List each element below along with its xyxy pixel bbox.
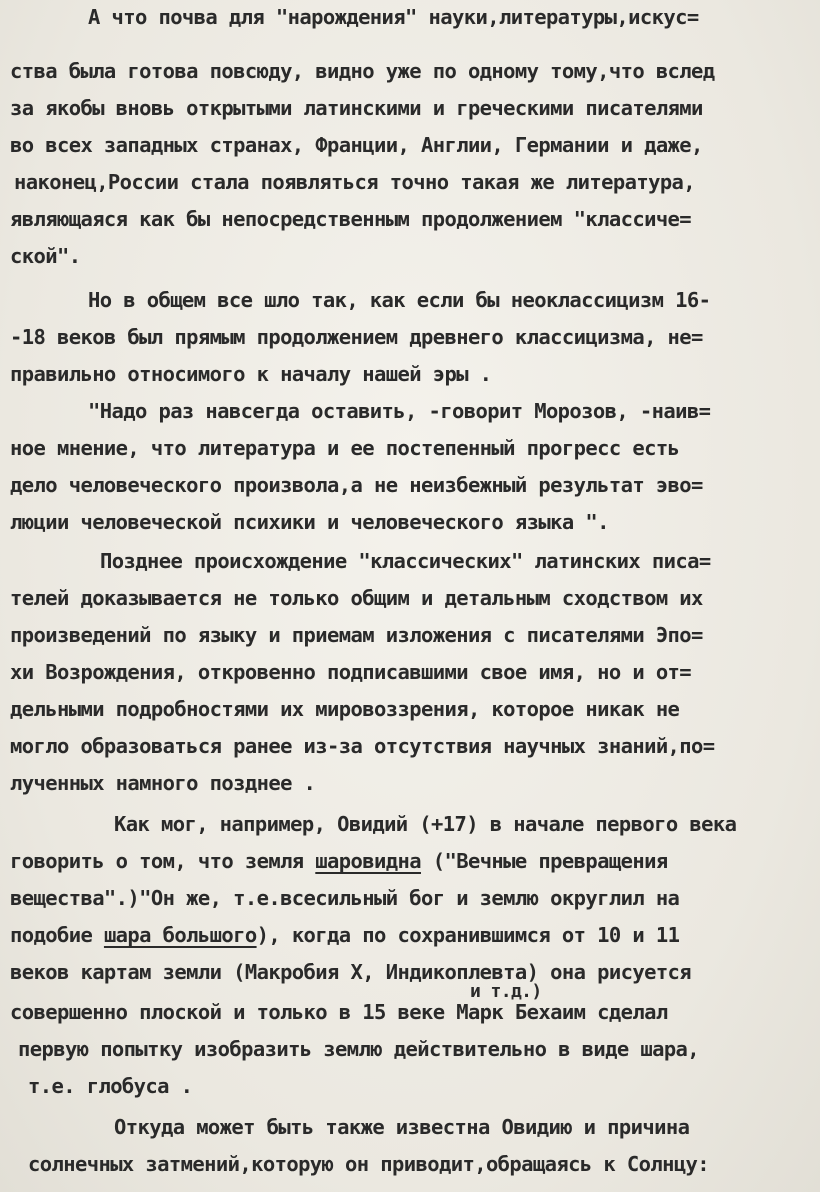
- text-line: [10, 922, 679, 948]
- underlined-term: шара большого: [103, 923, 257, 947]
- text-line: "Надо раз навсегда оставить, -говорит Морозов, -наив=: [88, 399, 711, 423]
- text-line: телей доказывается не только общим и детальным сходством их: [10, 586, 703, 610]
- text-line: люции человеческой психики и человеческого языка ".: [10, 510, 609, 534]
- text-line: во всех западных странах, Франции, Англии, Германии и даже,: [10, 133, 703, 157]
- text-line: Откуда может быть также известна Овидию и причина: [114, 1115, 690, 1139]
- text-line: -18 веков был прямым продолжением древнего классицизма, не=: [10, 325, 703, 349]
- text-line: хи Возрождения, откровенно подписавшими свое имя, но и от=: [10, 660, 692, 684]
- underlined-term: шаровидна: [315, 849, 421, 873]
- text-line: произведений по языку и приемам изложения с писателями Эпо=: [10, 623, 703, 647]
- text-segment: ), когда по сохранившимся от 10 и 11: [256, 923, 680, 947]
- text-line: Как мог, например, Овидий (+17) в начале первого века: [114, 812, 737, 836]
- text-line: ской".: [10, 244, 81, 268]
- text-segment: ("Вечные превращения: [420, 849, 668, 873]
- text-segment: подобие: [10, 923, 104, 947]
- text-line: первую попытку изобразить землю действительно в виде шара,: [18, 1037, 700, 1061]
- text-line: наконец,России стала появляться точно такая же литература,: [14, 170, 696, 194]
- text-line: А что почва для "нарождения" науки,литературы,искус=: [88, 5, 699, 29]
- text-line: дело человеческого произвола,а не неизбежный результат эво=: [10, 473, 703, 497]
- text-line: веков картам земли (Макробия Х, Индикоплевта) она рисуется: [10, 960, 692, 984]
- text-line: т.е. глобуса .: [28, 1074, 193, 1098]
- text-line: правильно относимого к началу нашей эры .: [10, 362, 492, 386]
- text-line: солнечных затмений,которую он приводит,обращаясь к Солнцу:: [28, 1152, 710, 1176]
- text-line: Позднее происхождение "классических" латинских писа=: [100, 549, 711, 573]
- text-line: лученных намного позднее .: [10, 771, 316, 795]
- text-line: ства была готова повсюду, видно уже по одному тому,что вслед: [10, 59, 715, 83]
- interlinear-insertion: и т.д.): [470, 981, 542, 1002]
- text-line: ное мнение, что литература и ее постепенный прогресс есть: [10, 436, 680, 460]
- text-line: вещества".)"Он же, т.е.всесильный бог и землю округлил на: [10, 886, 680, 910]
- text-line: дельными подробностями их мировоззрения, которое никак не: [10, 697, 680, 721]
- text-line: являющаяся как бы непосредственным продолжением "классиче=: [10, 207, 692, 231]
- text-line: могло образоваться ранее из-за отсутствия научных знаний,по=: [10, 734, 715, 758]
- text-line: Но в общем все шло так, как если бы неоклассицизм 16-: [88, 288, 711, 312]
- text-line: [10, 848, 668, 874]
- text-line: за якобы вновь открытыми латинскими и греческими писателями: [10, 96, 703, 120]
- text-line: совершенно плоской и только в 15 веке Марк Бехаим сделал: [10, 1000, 668, 1024]
- text-segment: говорить о том, что земля: [10, 849, 316, 873]
